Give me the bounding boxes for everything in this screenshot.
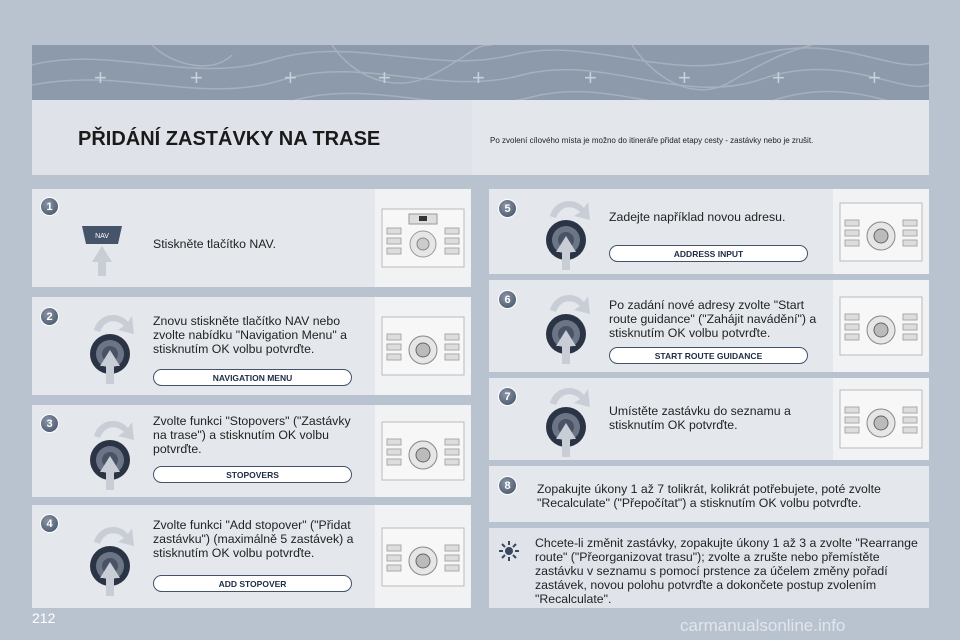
nav-button-label: NAV <box>95 233 109 240</box>
menu-label-stopovers: STOPOVERS <box>153 466 352 483</box>
radio-unit-image <box>833 378 929 460</box>
page-number: 212 <box>32 610 56 626</box>
knob-press-icon <box>84 518 140 598</box>
step-text-8: Zopakujte úkony 1 až 7 tolikrát, kolikrát potřebujete, poté zvolte "Recalculate" ("Přepočítat") a stisknutím OK volbu potvrďte. <box>537 482 881 510</box>
radio-unit-image <box>375 189 471 287</box>
radio-unit-icon <box>839 202 923 262</box>
menu-label-address-input: ADDRESS INPUT <box>609 245 808 262</box>
knob-press-icon <box>540 192 596 272</box>
step-text-7: Umístěte zastávku do seznamu a stisknutím OK potvrďte. <box>609 404 791 432</box>
step-number-2: 2 <box>40 307 59 326</box>
svg-text:+: + <box>190 65 203 90</box>
intro-text: Po zvolení cílového místa je možno do itineráře přidat etapy cesty - zastávky nebo je zrušit. <box>490 136 814 145</box>
step-number-8: 8 <box>498 476 517 495</box>
intro-box <box>472 100 929 175</box>
tip-text: Chcete-li změnit zastávky, zopakujte úkony 1 až 3 a zvolte "Rearrange route" ("Přeorganizovat trasu"); zvolte a zrušte nebo přemístěte zastávku v seznamu s pomocí prstence za účelem změny pořadí zastávek, novou polohu potvrďte a dokončete postup zvolením "Recalculate". <box>535 536 918 606</box>
nav-button-press-icon <box>78 222 128 276</box>
step-text-5: Zadejte například novou adresu. <box>609 210 786 224</box>
menu-label-navigation-menu: NAVIGATION MENU <box>153 369 352 386</box>
knob-press-icon <box>84 306 140 386</box>
step-number-3: 3 <box>40 414 59 433</box>
svg-text:+: + <box>868 65 881 90</box>
svg-text:+: + <box>284 65 297 90</box>
svg-text:+: + <box>584 65 597 90</box>
menu-label-start-route-guidance: START ROUTE GUIDANCE <box>609 347 808 364</box>
step-number-4: 4 <box>40 514 59 533</box>
knob-press-icon <box>84 412 140 492</box>
knob-press-icon <box>540 379 596 459</box>
step-text-1: Stiskněte tlačítko NAV. <box>153 237 277 251</box>
sun-tip-icon <box>498 540 520 562</box>
radio-unit-image <box>375 297 471 395</box>
radio-unit-icon <box>381 421 465 481</box>
page-title: PŘIDÁNÍ ZASTÁVKY NA TRASE <box>78 128 381 150</box>
step-number-1: 1 <box>40 197 59 216</box>
svg-text:+: + <box>378 65 391 90</box>
step-text-6: Po zadání nové adresy zvolte "Start route guidance" ("Zahájit navádění") a stisknutím OK volbu potvrďte. <box>609 298 817 340</box>
radio-unit-image <box>833 280 929 372</box>
svg-text:+: + <box>772 65 785 90</box>
step-text-4: Zvolte funkci "Add stopover" ("Přidat zastávku") (maximálně 5 zastávek) a stisknutím OK volbu potvrďte. <box>153 518 354 560</box>
svg-text:+: + <box>678 65 691 90</box>
radio-unit-image <box>833 189 929 274</box>
radio-unit-icon <box>381 527 465 587</box>
radio-unit-image <box>375 505 471 608</box>
svg-text:+: + <box>94 65 107 90</box>
radio-unit-icon <box>381 208 465 268</box>
step-number-7: 7 <box>498 387 517 406</box>
step-text-3: Zvolte funkci "Stopovers" ("Zastávky na trase") a stisknutím OK volbu potvrďte. <box>153 414 351 456</box>
menu-label-add-stopover: ADD STOPOVER <box>153 575 352 592</box>
svg-text:+: + <box>472 65 485 90</box>
radio-unit-icon <box>839 296 923 356</box>
step-text-2: Znovu stiskněte tlačítko NAV nebo zvolte nabídku "Navigation Menu" a stisknutím OK volbu potvrďte. <box>153 314 347 356</box>
radio-unit-image <box>375 405 471 497</box>
radio-unit-icon <box>381 316 465 376</box>
radio-unit-icon <box>839 389 923 449</box>
watermark: carmanualsonline.info <box>680 616 846 635</box>
step-number-6: 6 <box>498 290 517 309</box>
knob-press-icon <box>540 286 596 366</box>
step-number-5: 5 <box>498 199 517 218</box>
